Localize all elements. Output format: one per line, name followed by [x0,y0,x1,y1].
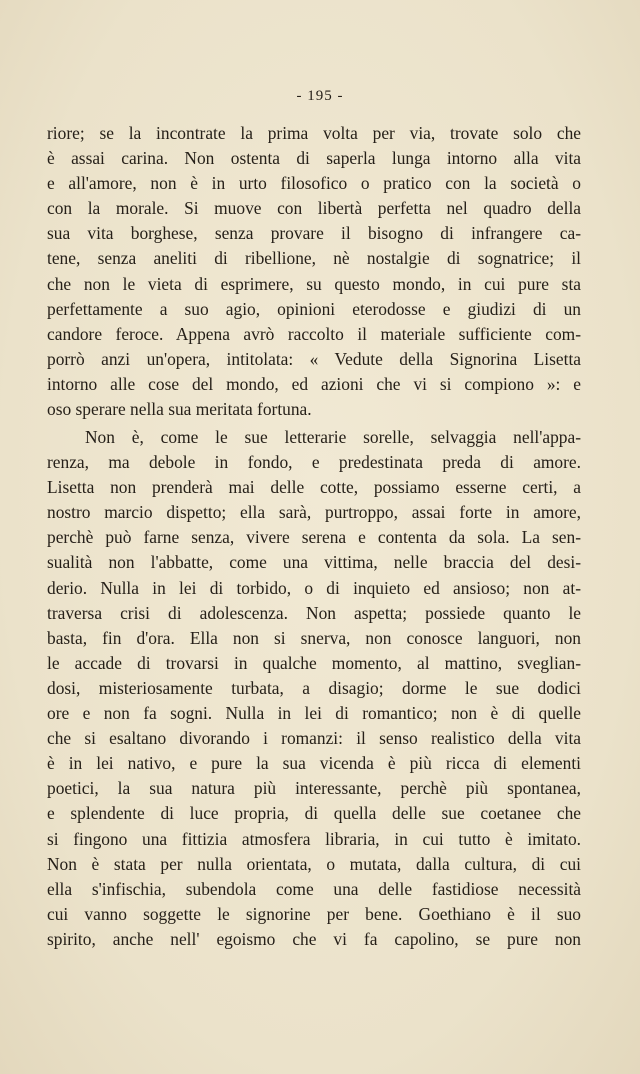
text-line: Non è stata per nulla orientata, o mutata, dalla cultura, di cui [47,853,581,874]
text-line: con la morale. Si muove con libertà perfetta nel quadro della [47,198,581,219]
text-line: sualità non l'abbatte, come una vittima, nelle braccia del desi- [47,552,581,573]
text-line: perchè può farne senza, vivere serena e contenta da sola. La sen- [47,527,581,548]
text-line: le accade di trovarsi in qualche momento, al mattino, sveglian- [47,652,581,673]
text-line: oso sperare nella sua meritata fortuna. [47,399,312,420]
text-line: che non le vieta di esprimere, su questo mondo, in cui pure sta [47,273,581,294]
text-line: si fingono una fittizia atmosfera libraria, in cui tutto è imitato. [47,828,581,849]
page-number: - 195 - [296,88,344,104]
paragraph-2 [47,425,581,952]
text-line: nostro marcio dispetto; ella sarà, purtroppo, assai forte in amore, [47,502,581,523]
text-line: che si esaltano divorando i romanzi: il senso realistico della vita [47,728,581,749]
text-line: dosi, misteriosamente turbata, a disagio; dorme le sue dodici [47,677,581,698]
text-line: derio. Nulla in lei di torbido, o di inquieto ed ansioso; non at- [47,577,581,598]
text-line: porrò anzi un'opera, intitolata: « Vedute della Signorina Lisetta [47,348,581,369]
text-line: e splendente di luce propria, di quella delle sue coetanee che [47,803,581,824]
text-line: è assai carina. Non ostenta di saperla lunga intorno alla vita [47,148,581,169]
text-line: spirito, anche nell' egoismo che vi fa capolino, se pure non [47,928,581,949]
text-line: è in lei nativo, e pure la sua vicenda è più ricca di elementi [47,753,581,774]
text-line: Non è, come le sue letterarie sorelle, selvaggia nell'appa- [85,427,581,447]
text-line: renza, ma debole in fondo, e predestinata preda di amore. [47,452,581,473]
text-line: tene, senza aneliti di ribellione, nè nostalgie di sognatrice; il [47,248,581,269]
text-line: traversa crisi di adolescenza. Non aspetta; possiede quanto le [47,602,581,623]
text-line: sua vita borghese, senza provare il bisogno di infrangere ca- [47,223,581,244]
text-line: ella s'infischia, subendola come una delle fastidiose necessità [47,878,581,899]
text-line: cui vanno soggette le signorine per bene. Goethiano è il suo [47,903,581,924]
text-line: ore e non fa sogni. Nulla in lei di romantico; non è di quelle [47,703,581,724]
text-line: candore feroce. Appena avrò raccolto il materiale sufficiente com- [47,323,581,344]
text-line: e all'amore, non è in urto filosofico o pratico con la società o [47,173,581,194]
text-line: basta, fin d'ora. Ella non si snerva, non conosce languori, non [47,627,581,648]
text-line: poetici, la sua natura più interessante, perchè più spontanea, [47,778,581,799]
text-line: perfettamente a suo agio, opinioni eterodosse e giudizi di un [47,298,581,319]
text-line: riore; se la incontrate la prima volta per via, trovate solo che [47,123,581,143]
paragraph-1 [47,121,581,422]
text-line: intorno alle cose del mondo, ed azioni che vi si compiono »: e [47,373,581,394]
text-line: Lisetta non prenderà mai delle cotte, possiamo esserne certi, a [47,477,581,498]
